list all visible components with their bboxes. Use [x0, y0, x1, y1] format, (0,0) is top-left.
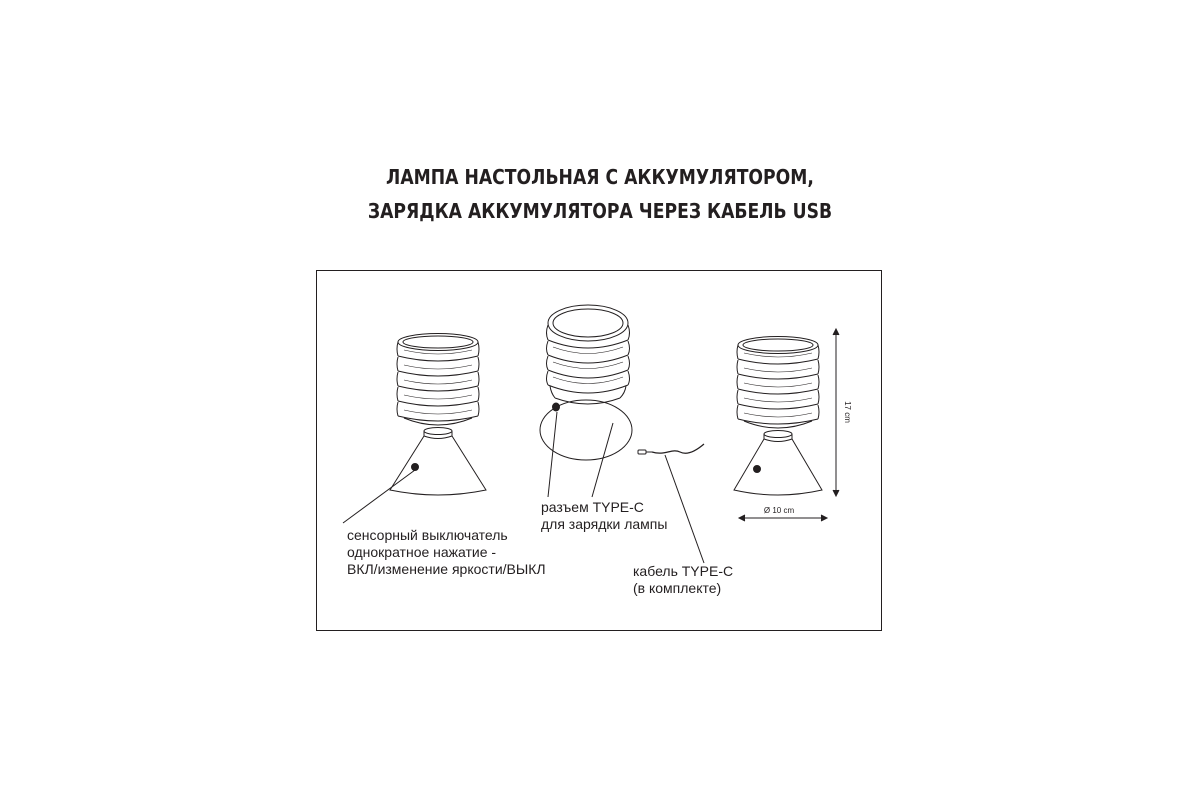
caption-switch-line-3: ВКЛ/изменение яркости/ВЫКЛ	[347, 561, 546, 577]
lamp-middle	[540, 305, 632, 460]
caption-port-line-2: для зарядки лампы	[541, 516, 668, 532]
leader-port-2	[592, 423, 613, 497]
caption-port-line-1: разъем TYPE-C	[541, 499, 644, 515]
lamp-right	[734, 337, 822, 496]
caption-cable-line-2: (в комплекте)	[633, 580, 722, 596]
caption-cable	[633, 563, 733, 597]
diameter-label: Ø 10 cm	[763, 506, 795, 515]
title-line-2: ЗАРЯДКА АККУМУЛЯТОРА ЧЕРЕЗ КАБЕЛЬ USB	[367, 199, 833, 223]
dimension-height	[833, 329, 839, 496]
leader-port	[548, 412, 557, 497]
leader-switch	[343, 470, 415, 523]
height-label: 17 cm	[843, 401, 852, 423]
caption-charging-port	[541, 499, 667, 533]
lamp-left	[390, 334, 486, 496]
caption-cable-line-1: кабель TYPE-C	[633, 563, 734, 579]
dimension-diameter	[739, 515, 827, 521]
leader-cable	[665, 455, 704, 563]
usb-c-cable	[638, 444, 704, 454]
caption-switch-line-1: сенсорный выключатель	[347, 527, 508, 543]
caption-touch-switch	[347, 527, 546, 578]
caption-switch-line-2: однократное нажатие -	[347, 544, 497, 560]
title-line-1: ЛАМПА НАСТОЛЬНАЯ С АККУМУЛЯТОРОМ,	[386, 165, 814, 189]
